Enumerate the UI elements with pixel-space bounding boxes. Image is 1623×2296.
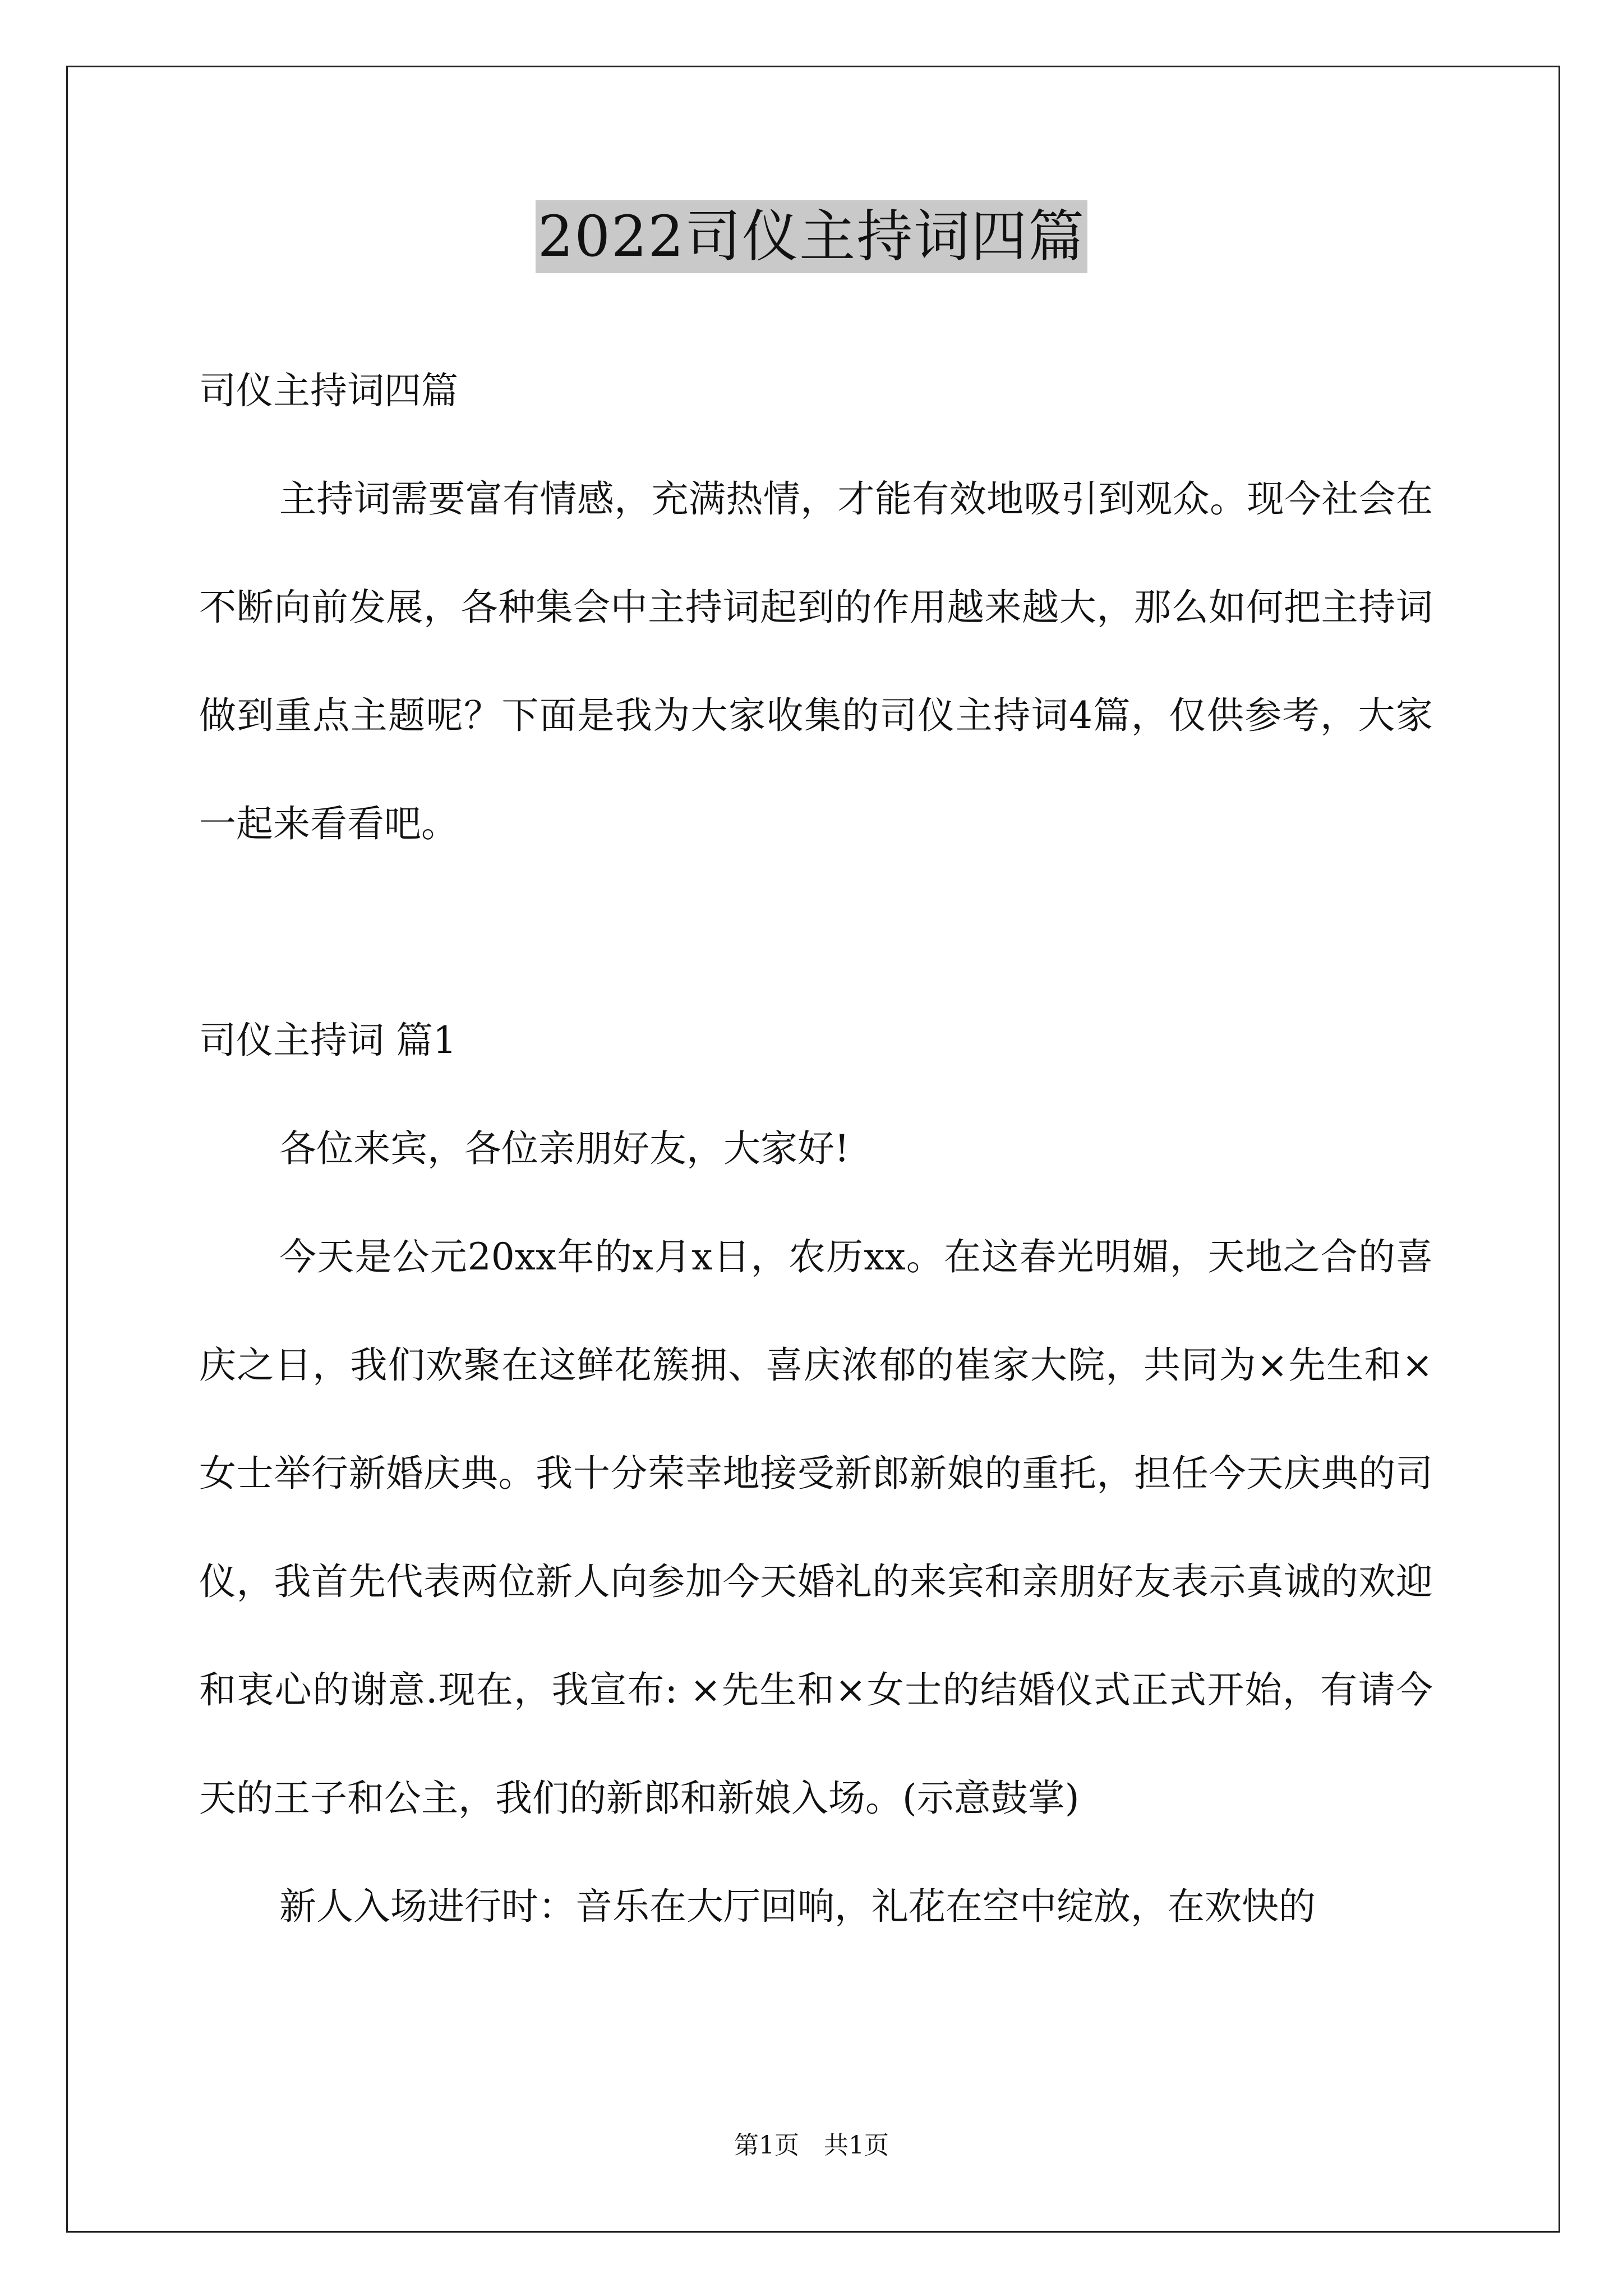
body-paragraph: 各位来宾，各位亲朋好友，大家好! [279, 1127, 850, 1170]
section-gap [199, 878, 1433, 986]
intro-paragraph: 主持词需要富有情感，充满热情，才能有效地吸引到观众。现今社会在不断向前发展，各种集会中主持词起到的作用越来越大，那么如何把主持词做到重点主题呢？下面是我为大家收集的司仪主持词4篇，仅供参考，大家一起来看看吧。 [199, 477, 1433, 845]
page-footer: 第1页 共1页 [734, 2131, 889, 2160]
document-body [199, 337, 1433, 1961]
subtitle: 司仪主持词四篇 [199, 369, 458, 412]
document-title: 2022司仪主持词四篇 [536, 200, 1088, 273]
body-paragraph: 新人入场进行时：音乐在大厅回响，礼花在空中绽放，在欢快的 [279, 1885, 1316, 1928]
title-container [0, 200, 1623, 273]
section-heading: 司仪主持词 篇1 [199, 1019, 457, 1062]
body-paragraph: 今天是公元20xx年的x月x日，农历xx。在这春光明媚，天地之合的喜庆之日，我们欢聚在这鲜花簇拥、喜庆浓郁的崔家大院，共同为×先生和×女士举行新婚庆典。我十分荣幸地接受新郎新娘的重托，担任今天庆典的司仪，我首先代表两位新人向参加今天婚礼的来宾和亲朋好友表示真诚的欢迎和衷心的谢意.现在，我宣布: ×先生和×女士的结婚仪式正式开始，有请今天的王子和公主，我们的新郎和新娘入场。(示意鼓掌) [199, 1235, 1433, 1820]
